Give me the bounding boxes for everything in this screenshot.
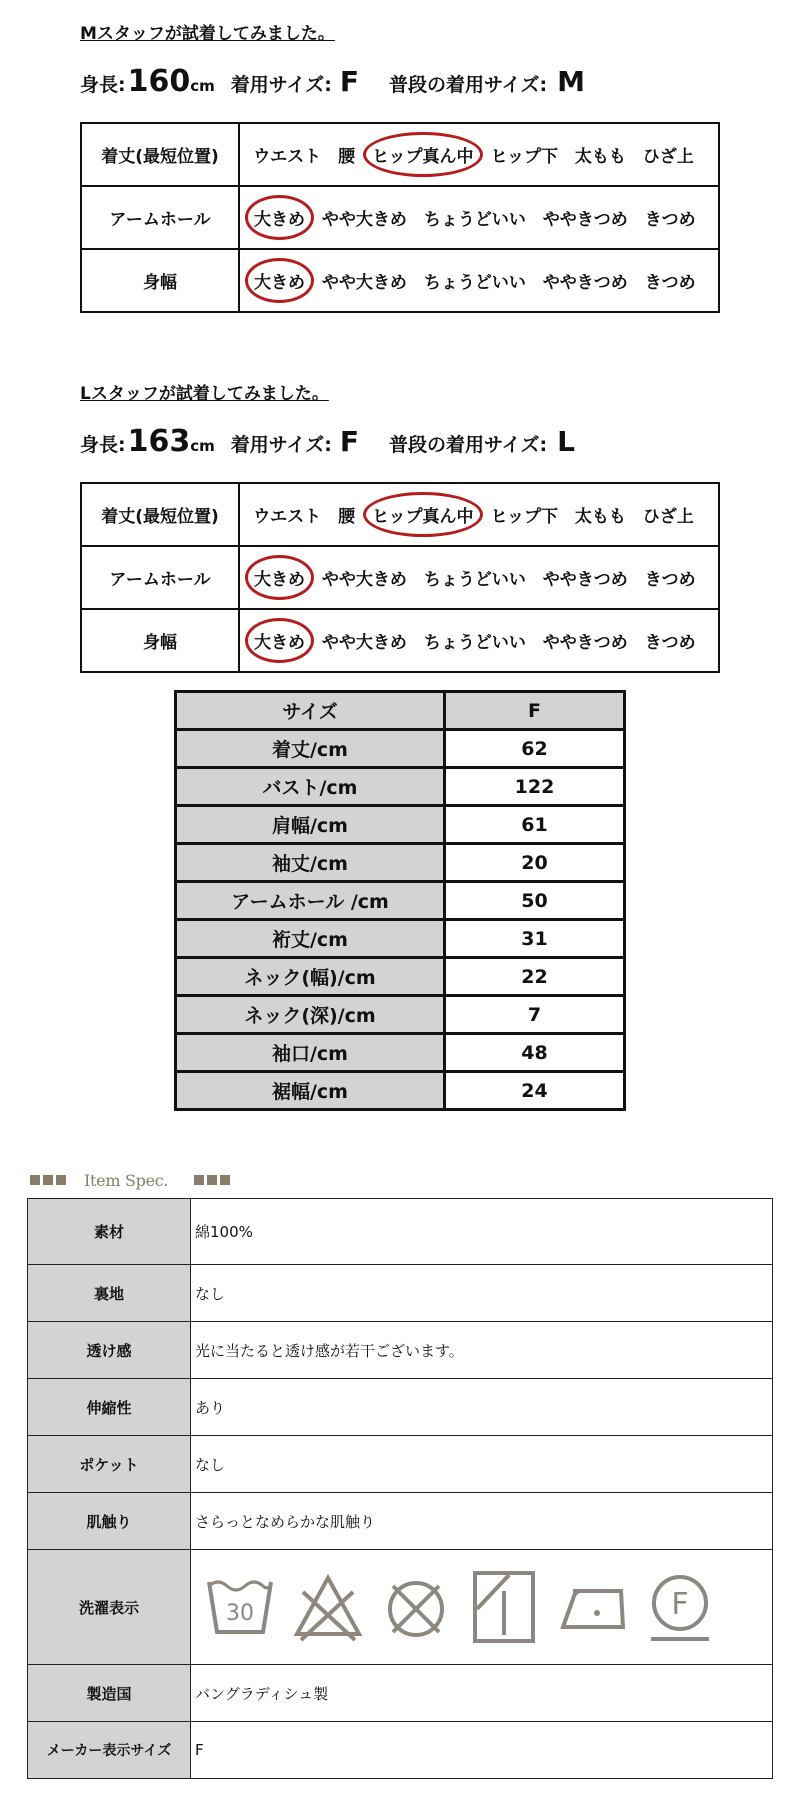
size-key: ネック(深)/cm bbox=[176, 996, 445, 1034]
size-value: 61 bbox=[445, 806, 625, 844]
fit-row-label: 着丈(最短位置) bbox=[81, 483, 239, 546]
option-tight: きつめ bbox=[644, 273, 696, 293]
option-hip-middle-selected: ヒップ真ん中 bbox=[372, 502, 474, 527]
height-unit: cm bbox=[190, 437, 215, 455]
option-above-knee: ひざ上 bbox=[642, 507, 694, 527]
height-label: 身長: bbox=[80, 434, 126, 456]
fit-row-label: アームホール bbox=[81, 186, 239, 249]
spec-value: さらっとなめらかな肌触り bbox=[191, 1493, 773, 1550]
option-slightly-tight: ややきつめ bbox=[542, 570, 628, 590]
item-spec-table bbox=[27, 1198, 773, 1779]
option-hip-top: 腰 bbox=[338, 507, 356, 527]
spec-value: F bbox=[191, 1722, 773, 1779]
wear-size-value: F bbox=[339, 65, 359, 98]
option-slightly-large: やや大きめ bbox=[321, 210, 407, 230]
fit-row-length bbox=[81, 483, 719, 546]
size-key: 裄丈/cm bbox=[176, 920, 445, 958]
size-row bbox=[176, 844, 625, 882]
size-table bbox=[174, 690, 626, 1111]
usual-size-value: M bbox=[557, 65, 585, 98]
option-slightly-large: やや大きめ bbox=[321, 570, 407, 590]
option-tight: きつめ bbox=[644, 570, 696, 590]
fit-options bbox=[239, 123, 719, 186]
size-row bbox=[176, 1034, 625, 1072]
option-slightly-tight: ややきつめ bbox=[542, 633, 628, 653]
no-tumble-dry-icon bbox=[381, 1572, 451, 1642]
spec-value: 光に当たると透け感が若干ございます。 bbox=[191, 1322, 773, 1379]
option-below-hip: ヒップ下 bbox=[490, 147, 558, 167]
fit-row-label: アームホール bbox=[81, 546, 239, 609]
size-row bbox=[176, 996, 625, 1034]
spec-key: ポケット bbox=[28, 1436, 191, 1493]
option-hip-top: 腰 bbox=[338, 147, 356, 167]
option-just-right: ちょうどいい bbox=[423, 570, 526, 590]
height-value: 163 bbox=[127, 424, 191, 459]
item-spec-title: Item Spec. bbox=[84, 1170, 169, 1190]
spec-value: あり bbox=[191, 1379, 773, 1436]
iron-low-icon bbox=[557, 1577, 627, 1637]
option-large-selected: 大きめ bbox=[254, 268, 305, 293]
size-row bbox=[176, 958, 625, 996]
option-below-hip: ヒップ下 bbox=[490, 507, 558, 527]
fit-options bbox=[239, 186, 719, 249]
size-value: 62 bbox=[445, 730, 625, 768]
spec-key: 伸縮性 bbox=[28, 1379, 191, 1436]
wear-size-value: F bbox=[339, 425, 359, 458]
option-just-right: ちょうどいい bbox=[423, 273, 526, 293]
spec-row bbox=[28, 1199, 773, 1265]
fit-row-label: 身幅 bbox=[81, 249, 239, 312]
fit-row-length bbox=[81, 123, 719, 186]
option-above-knee: ひざ上 bbox=[642, 147, 694, 167]
size-row bbox=[176, 882, 625, 920]
height-label: 身長: bbox=[80, 74, 126, 96]
spec-row bbox=[28, 1322, 773, 1379]
staff-l-fit-table bbox=[80, 482, 720, 673]
usual-size-label: 普段の着用サイズ: bbox=[389, 74, 548, 96]
care-icons bbox=[195, 1569, 772, 1645]
size-key: 袖丈/cm bbox=[176, 844, 445, 882]
spec-key: 透け感 bbox=[28, 1322, 191, 1379]
wash-30-icon bbox=[205, 1572, 275, 1642]
spec-key: 洗濯表示 bbox=[28, 1550, 191, 1665]
wear-size-label: 着用サイズ: bbox=[230, 434, 332, 456]
fit-row-width bbox=[81, 249, 719, 312]
staff-l-title: Lスタッフが試着してみました。 bbox=[80, 384, 329, 404]
size-value: 22 bbox=[445, 958, 625, 996]
spec-row bbox=[28, 1665, 773, 1722]
fit-options bbox=[239, 483, 719, 546]
size-key: ネック(幅)/cm bbox=[176, 958, 445, 996]
wash-temp-label: 30 bbox=[226, 1601, 254, 1626]
decorative-squares-icon bbox=[194, 1175, 230, 1185]
size-row bbox=[176, 768, 625, 806]
spec-key: 素材 bbox=[28, 1199, 191, 1265]
spec-key: 製造国 bbox=[28, 1665, 191, 1722]
item-spec-heading bbox=[30, 1168, 230, 1192]
fit-row-label: 身幅 bbox=[81, 609, 239, 672]
line-dry-icon bbox=[469, 1569, 539, 1645]
option-tight: きつめ bbox=[644, 210, 696, 230]
size-key: 裾幅/cm bbox=[176, 1072, 445, 1110]
size-value: 48 bbox=[445, 1034, 625, 1072]
fit-row-armhole bbox=[81, 546, 719, 609]
spec-key: メーカー表示サイズ bbox=[28, 1722, 191, 1779]
option-slightly-tight: ややきつめ bbox=[542, 210, 628, 230]
fit-row-armhole bbox=[81, 186, 719, 249]
dry-clean-letter: F bbox=[671, 1587, 689, 1622]
size-header-value: F bbox=[445, 692, 625, 730]
decorative-squares-icon bbox=[30, 1175, 66, 1185]
spec-row bbox=[28, 1379, 773, 1436]
option-slightly-large: やや大きめ bbox=[321, 633, 407, 653]
size-key: 肩幅/cm bbox=[176, 806, 445, 844]
fit-row-width bbox=[81, 609, 719, 672]
size-value: 24 bbox=[445, 1072, 625, 1110]
spec-key: 裏地 bbox=[28, 1265, 191, 1322]
staff-l-section bbox=[80, 382, 720, 653]
no-bleach-icon bbox=[293, 1572, 363, 1642]
spec-value: バングラディシュ製 bbox=[191, 1665, 773, 1722]
size-row bbox=[176, 730, 625, 768]
size-header-key: サイズ bbox=[176, 692, 445, 730]
usual-size-label: 普段の着用サイズ: bbox=[389, 434, 548, 456]
spec-key: 肌触り bbox=[28, 1493, 191, 1550]
option-waist: ウエスト bbox=[253, 147, 322, 167]
fit-options bbox=[239, 546, 719, 609]
option-thigh: 太もも bbox=[574, 507, 626, 527]
size-value: 122 bbox=[445, 768, 625, 806]
spec-row bbox=[28, 1493, 773, 1550]
option-waist: ウエスト bbox=[253, 507, 322, 527]
option-slightly-tight: ややきつめ bbox=[542, 273, 628, 293]
option-tight: きつめ bbox=[644, 633, 696, 653]
spec-value: なし bbox=[191, 1436, 773, 1493]
size-value: 31 bbox=[445, 920, 625, 958]
option-slightly-large: やや大きめ bbox=[321, 273, 407, 293]
size-key: 袖口/cm bbox=[176, 1034, 445, 1072]
spec-value: なし bbox=[191, 1265, 773, 1322]
dry-clean-f-icon bbox=[645, 1569, 715, 1645]
size-value: 20 bbox=[445, 844, 625, 882]
option-large-selected: 大きめ bbox=[254, 628, 305, 653]
staff-m-fit-table bbox=[80, 122, 720, 313]
option-just-right: ちょうどいい bbox=[423, 210, 526, 230]
size-row bbox=[176, 1072, 625, 1110]
height-value: 160 bbox=[127, 64, 191, 99]
wear-size-label: 着用サイズ: bbox=[230, 74, 332, 96]
size-value: 7 bbox=[445, 996, 625, 1034]
staff-l-meta bbox=[80, 424, 575, 460]
staff-m-title: Mスタッフが試着してみました。 bbox=[80, 24, 335, 44]
option-large-selected: 大きめ bbox=[254, 205, 305, 230]
spec-row-care bbox=[28, 1550, 773, 1665]
size-key: バスト/cm bbox=[176, 768, 445, 806]
usual-size-value: L bbox=[557, 425, 575, 458]
staff-m-section bbox=[80, 22, 720, 293]
spec-row bbox=[28, 1436, 773, 1493]
size-row bbox=[176, 920, 625, 958]
option-large-selected: 大きめ bbox=[254, 565, 305, 590]
staff-m-meta bbox=[80, 64, 585, 100]
fit-options bbox=[239, 249, 719, 312]
option-hip-middle-selected: ヒップ真ん中 bbox=[372, 142, 474, 167]
spec-row bbox=[28, 1722, 773, 1779]
spec-value: 綿100% bbox=[191, 1199, 773, 1265]
care-labels bbox=[191, 1550, 773, 1665]
size-table-header bbox=[176, 692, 625, 730]
spec-row bbox=[28, 1265, 773, 1322]
option-thigh: 太もも bbox=[574, 147, 626, 167]
size-value: 50 bbox=[445, 882, 625, 920]
height-unit: cm bbox=[190, 77, 215, 95]
size-key: 着丈/cm bbox=[176, 730, 445, 768]
fit-options bbox=[239, 609, 719, 672]
size-key: アームホール /cm bbox=[176, 882, 445, 920]
fit-row-label: 着丈(最短位置) bbox=[81, 123, 239, 186]
size-row bbox=[176, 806, 625, 844]
option-just-right: ちょうどいい bbox=[423, 633, 526, 653]
